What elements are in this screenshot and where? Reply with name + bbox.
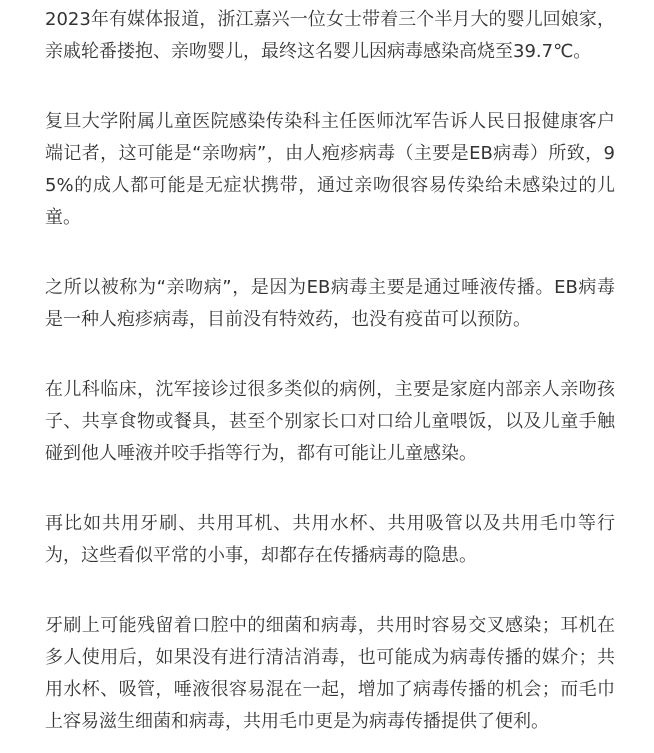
article-paragraph-2: 复旦大学附属儿童医院感染传染科主任医师沈军告诉人民日报健康客户端记者，这可能是“亲吻病”，由人疱疹病毒（主要是EB病毒）所致，95%的成人都可能是无症状携带，通过亲吻很容易传染给未感染过的儿童。 — [45, 111, 615, 228]
article-paragraph-5: 再比如共用牙刷、共用耳机、共用水杯、共用吸管以及共用毛巾等行为，这些看似平常的小事，却都存在传播病毒的隐患。 — [45, 513, 615, 566]
article-paragraph-3: 之所以被称为“亲吻病”，是因为EB病毒主要是通过唾液传播。EB病毒是一种人疱疹病毒，目前没有特效药，也没有疫苗可以预防。 — [45, 277, 615, 330]
article-paragraph-6: 牙刷上可能残留着口腔中的细菌和病毒，共用时容易交叉感染；耳机在多人使用后，如果没有进行清洁消毒，也可能成为病毒传播的媒介；共用水杯、吸管，唾液很容易混在一起，增加了病毒传播的机会；而毛巾上容易滋生细菌和病毒，共用毛巾更是为病毒传播提供了便利。 — [45, 615, 615, 732]
article-paragraph-4: 在儿科临床，沈军接诊过很多类似的病例，主要是家庭内部亲人亲吻孩子、共享食物或餐具，甚至个别家长口对口给儿童喂饭，以及儿童手触碰到他人唾液并咬手指等行为，都有可能让儿童感染。 — [45, 379, 615, 464]
article-body — [45, 4, 615, 738]
article-paragraph-1: 2023年有媒体报道，浙江嘉兴一位女士带着三个半月大的婴儿回娘家，亲戚轮番搂抱、亲吻婴儿，最终这名婴儿因病毒感染高烧至39.7℃。 — [45, 9, 615, 62]
